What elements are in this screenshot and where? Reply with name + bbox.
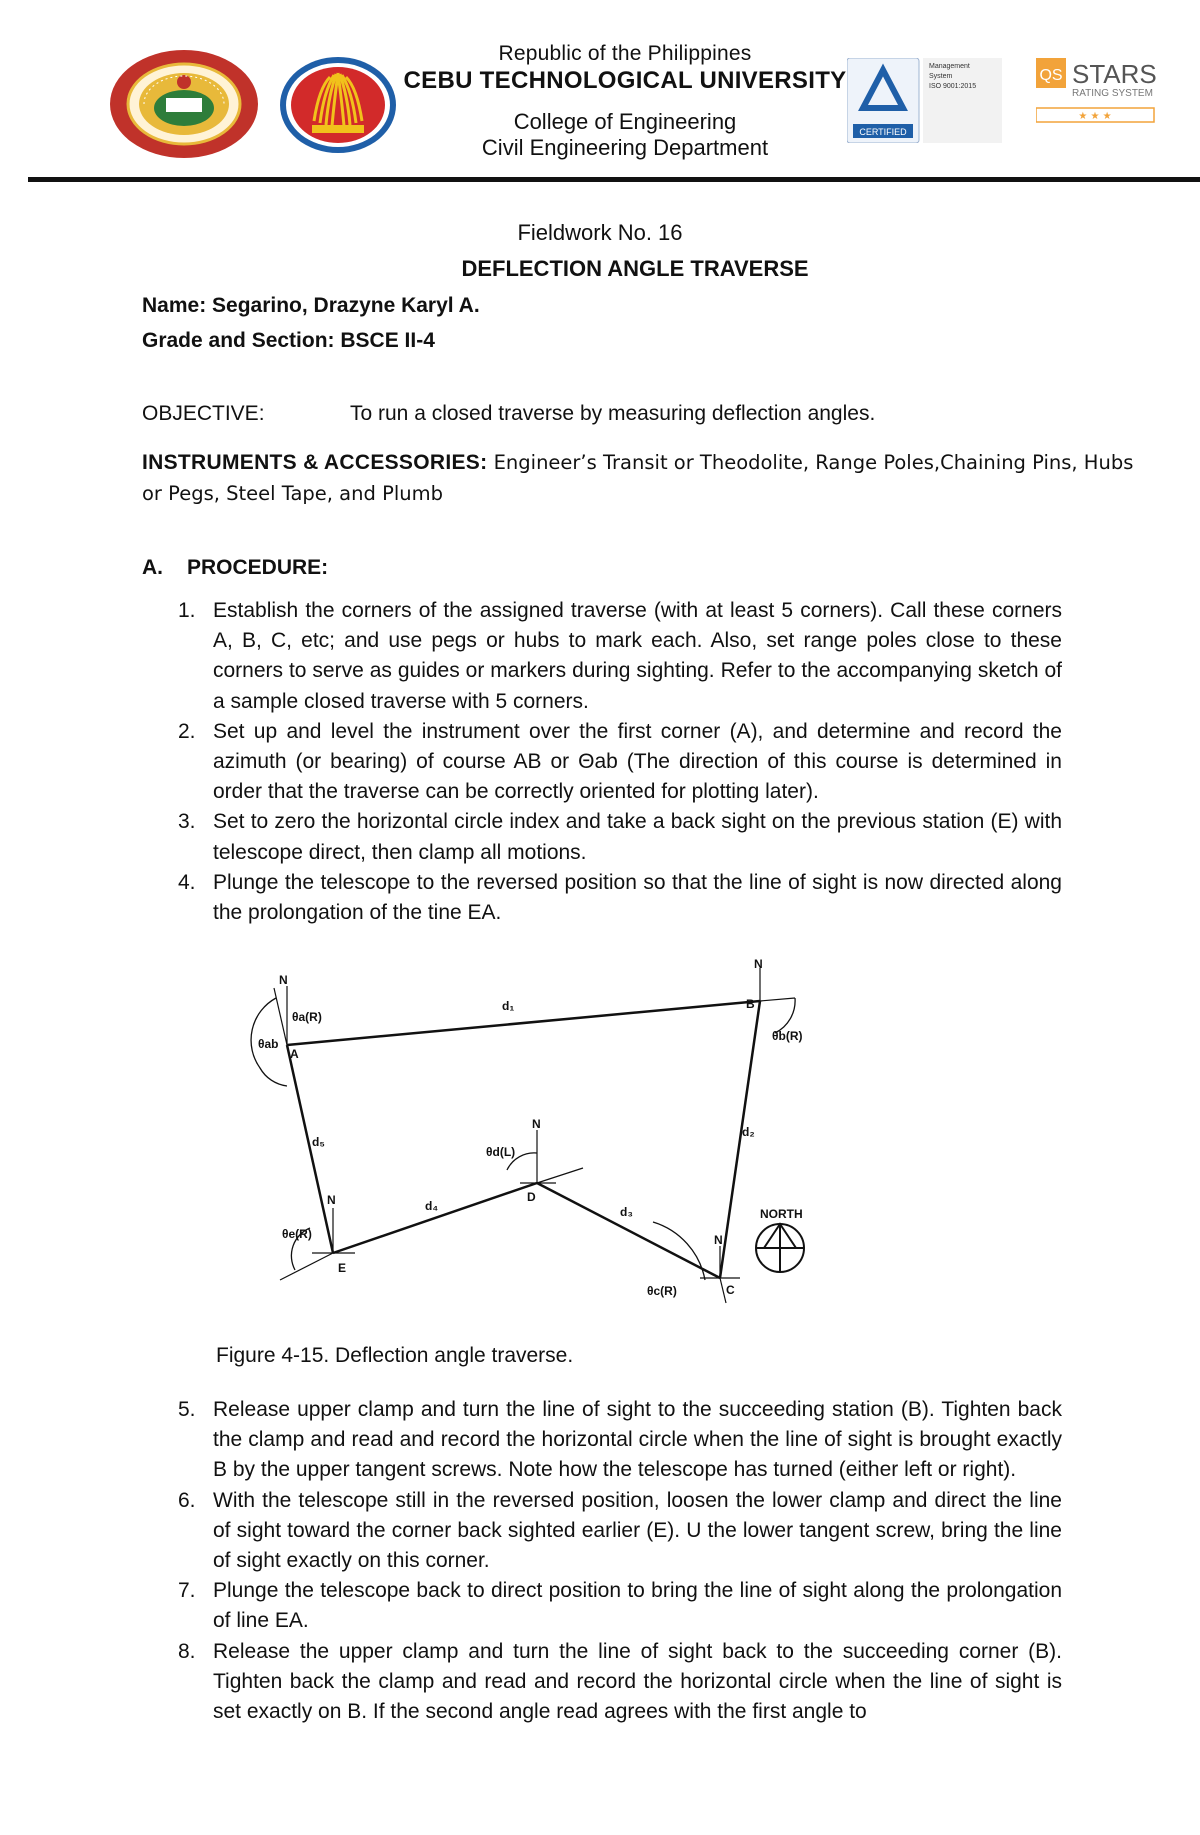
step-text: Release the upper clamp and turn the line of sight back to the succeeding corner (B). Tighten back the clamp and read and record the horizontal circle when the line of sight is set exactly on B. If the second angle read agrees with the first angle to [213, 1639, 1062, 1724]
procedure-steps-part-1 [150, 596, 1062, 928]
label-A: A [290, 1047, 299, 1061]
procedure-steps-part-2 [150, 1395, 1062, 1727]
label-theta-d: θd(L) [486, 1145, 516, 1159]
procedure-step [150, 1637, 1062, 1728]
iso-line-3: ISO 9001:2015 [929, 83, 977, 90]
label-C: C [726, 1283, 735, 1297]
iso-line-1: Management [929, 63, 970, 70]
figure-caption: Figure 4-15. Deflection angle traverse. [216, 1344, 574, 1367]
label-E: E [338, 1261, 347, 1275]
university-name: CEBU TECHNOLOGICAL UNIVERSITY [403, 67, 847, 94]
procedure-step [150, 717, 1062, 808]
college-name: College of Engineering [513, 109, 737, 134]
objective-text: To run a closed traverse by measuring deflection angles. [350, 402, 876, 425]
step-number: 6. [178, 1488, 196, 1512]
instruments-label: INSTRUMENTS & ACCESSORIES: [142, 451, 488, 474]
label-d3: d₃ [620, 1205, 633, 1219]
student-name: Name: Segarino, Drazyne Karyl A. [142, 294, 480, 317]
procedure-step [150, 1395, 1062, 1486]
label-north: NORTH [760, 1207, 803, 1221]
instruments-paragraph [142, 447, 1142, 509]
label-D: D [527, 1190, 536, 1204]
label-N-C: N [714, 1233, 723, 1247]
qs-stars-label: STARS [1072, 59, 1157, 89]
step-text: Plunge the telescope to the reversed position so that the line of sight is now directed along the prolongation of the tine EA. [213, 870, 1062, 925]
course-d4 [333, 1183, 537, 1253]
section-heading-procedure [142, 556, 328, 580]
traverse-diagram [230, 958, 830, 1313]
section-letter: A. [142, 556, 163, 579]
course-d1 [287, 1001, 760, 1045]
document-title: DEFLECTION ANGLE TRAVERSE [461, 256, 809, 281]
step-number: 1. [178, 599, 196, 622]
label-d5: d₅ [312, 1135, 325, 1149]
qs-rating-label: RATING SYSTEM [1072, 88, 1153, 99]
tuv-iso-certification-logo [847, 58, 1002, 143]
north-arrow [756, 1224, 804, 1272]
objective-label: OBJECTIVE: [142, 402, 265, 425]
step-text: Set up and level the instrument over the first corner (A), and determine and record the azimuth (or bearing) of course AB or Θab (The direction of this course is determined in order that the traverse can be correctly oriented for plotting later). [213, 719, 1062, 804]
republic-label: Republic of the Philippines [498, 42, 752, 65]
header-text [395, 42, 855, 161]
svg-text:QS: QS [1039, 67, 1063, 84]
department-name: Civil Engineering Department [481, 135, 769, 160]
course-d2 [720, 1001, 760, 1278]
step-text: Establish the corners of the assigned traverse (with at least 5 corners). Call these corners A, B, C, etc; and use pegs or hubs to mark each. Also, set range poles close to these corners to serve as guides or markers during sighting. Refer to the accompanying sketch of a sample closed traverse with 5 corners. [213, 599, 1062, 713]
asean-logo [278, 55, 398, 155]
grade-section: Grade and Section: BSCE II-4 [142, 329, 435, 352]
step-number: 2. [178, 719, 196, 743]
header-divider [28, 177, 1200, 182]
label-N-D: N [532, 1117, 541, 1131]
label-theta-a: θa(R) [292, 1010, 322, 1024]
procedure-step [150, 868, 1062, 928]
step-number: 4. [178, 870, 196, 894]
step-number: 7. [178, 1579, 196, 1603]
procedure-step [150, 1576, 1062, 1636]
label-d1: d₁ [502, 999, 515, 1013]
step-text: Release upper clamp and turn the line of sight to the succeeding station (B). Tighten back the clamp and read and record the horizontal circle when the line of sight is brought exactly B by the upper tangent screws. Note how the telescope has turned (either left or right). [213, 1398, 1062, 1482]
label-N-A: N [279, 973, 288, 987]
label-theta-b: θb(R) [772, 1029, 803, 1043]
procedure-step [150, 1486, 1062, 1577]
label-theta-ab: θab [258, 1037, 279, 1051]
label-d4: d₄ [425, 1199, 439, 1213]
label-N-E: N [327, 1193, 336, 1207]
course-d5 [287, 1045, 333, 1253]
tuv-certified-label: CERTIFIED [859, 127, 907, 137]
prolongations [274, 968, 795, 1303]
step-text: Set to zero the horizontal circle index and take a back sight on the previous station (E) with telescope direct, then clamp all motions. [213, 810, 1062, 864]
svg-text:★ ★ ★: ★ ★ ★ [1078, 111, 1112, 122]
section-title: PROCEDURE: [187, 556, 329, 579]
label-B: B [746, 997, 755, 1011]
iso-line-2: System [929, 73, 953, 80]
step-text: Plunge the telescope back to direct position to bring the line of sight along the prolongation of line EA. [213, 1579, 1062, 1633]
label-N-B: N [754, 958, 763, 971]
instruments-text: Engineer’s Transit or Theodolite, Range Poles,Chaining Pins, Hubs or Pegs, Steel Tape, and Plumb [142, 451, 1134, 505]
course-d3 [537, 1183, 720, 1278]
procedure-step [150, 807, 1062, 867]
procedure-step [150, 596, 1062, 717]
step-number: 3. [178, 810, 196, 834]
fieldwork-number: Fieldwork No. 16 [517, 220, 683, 245]
ctu-seal-logo [108, 48, 260, 160]
qs-stars-logo [1036, 58, 1158, 128]
step-number: 5. [178, 1398, 196, 1421]
label-d2: d₂ [742, 1125, 755, 1139]
step-text: With the telescope still in the reversed position, loosen the lower clamp and direct the line of sight toward the corner back sighted earlier (E). U the lower tangent screw, bring the line of sight exactly on this corner. [213, 1488, 1062, 1573]
label-theta-e: θe(R) [282, 1227, 312, 1241]
label-theta-c: θc(R) [647, 1284, 677, 1298]
traverse-lines [287, 1001, 760, 1278]
step-number: 8. [178, 1639, 196, 1663]
